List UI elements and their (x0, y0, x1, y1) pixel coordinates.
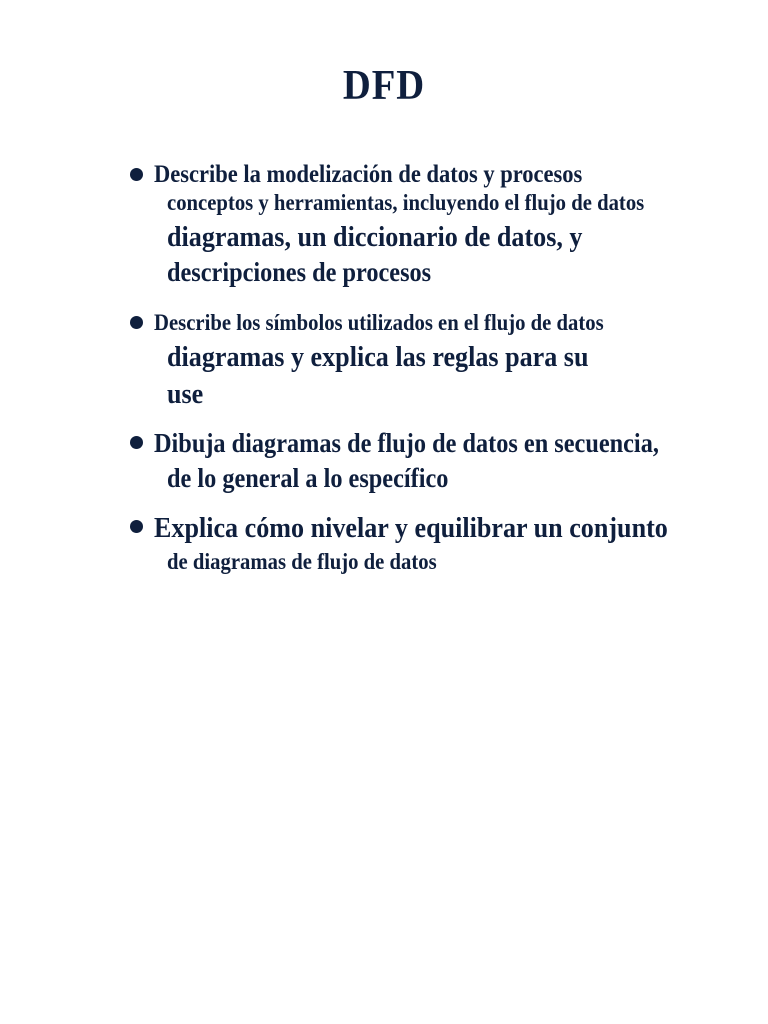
bullet-line: descripciones de procesos (167, 257, 432, 287)
bullet-dot-icon (130, 316, 143, 329)
bullet-item (128, 309, 728, 413)
bullet-dot-icon (130, 520, 143, 533)
bullet-line: de lo general a lo específico (167, 463, 449, 493)
bullet-line: Dibuja diagramas de flujo de datos en secuencia, (154, 428, 659, 458)
bullet-line: use (167, 378, 204, 410)
bullet-line: Describe la modelización de datos y procesos (154, 161, 583, 188)
bullet-line: Describe los símbolos utilizados en el flujo de datos (154, 310, 604, 335)
bullet-list (128, 160, 728, 576)
bullet-line: Explica cómo nivelar y equilibrar un conjunto (154, 512, 668, 544)
bullet-line: diagramas, un diccionario de datos, y (167, 221, 583, 253)
bullet-item (128, 160, 728, 289)
bullet-line: de diagramas de flujo de datos (167, 549, 437, 574)
bullet-dot-icon (130, 168, 143, 181)
bullet-item (128, 510, 728, 576)
bullet-line: diagramas y explica las reglas para su (167, 341, 589, 373)
bullet-item (128, 427, 728, 495)
bullet-line: conceptos y herramientas, incluyendo el flujo de datos (167, 190, 645, 215)
page-title: DFD (342, 63, 426, 109)
bullet-dot-icon (130, 436, 143, 449)
